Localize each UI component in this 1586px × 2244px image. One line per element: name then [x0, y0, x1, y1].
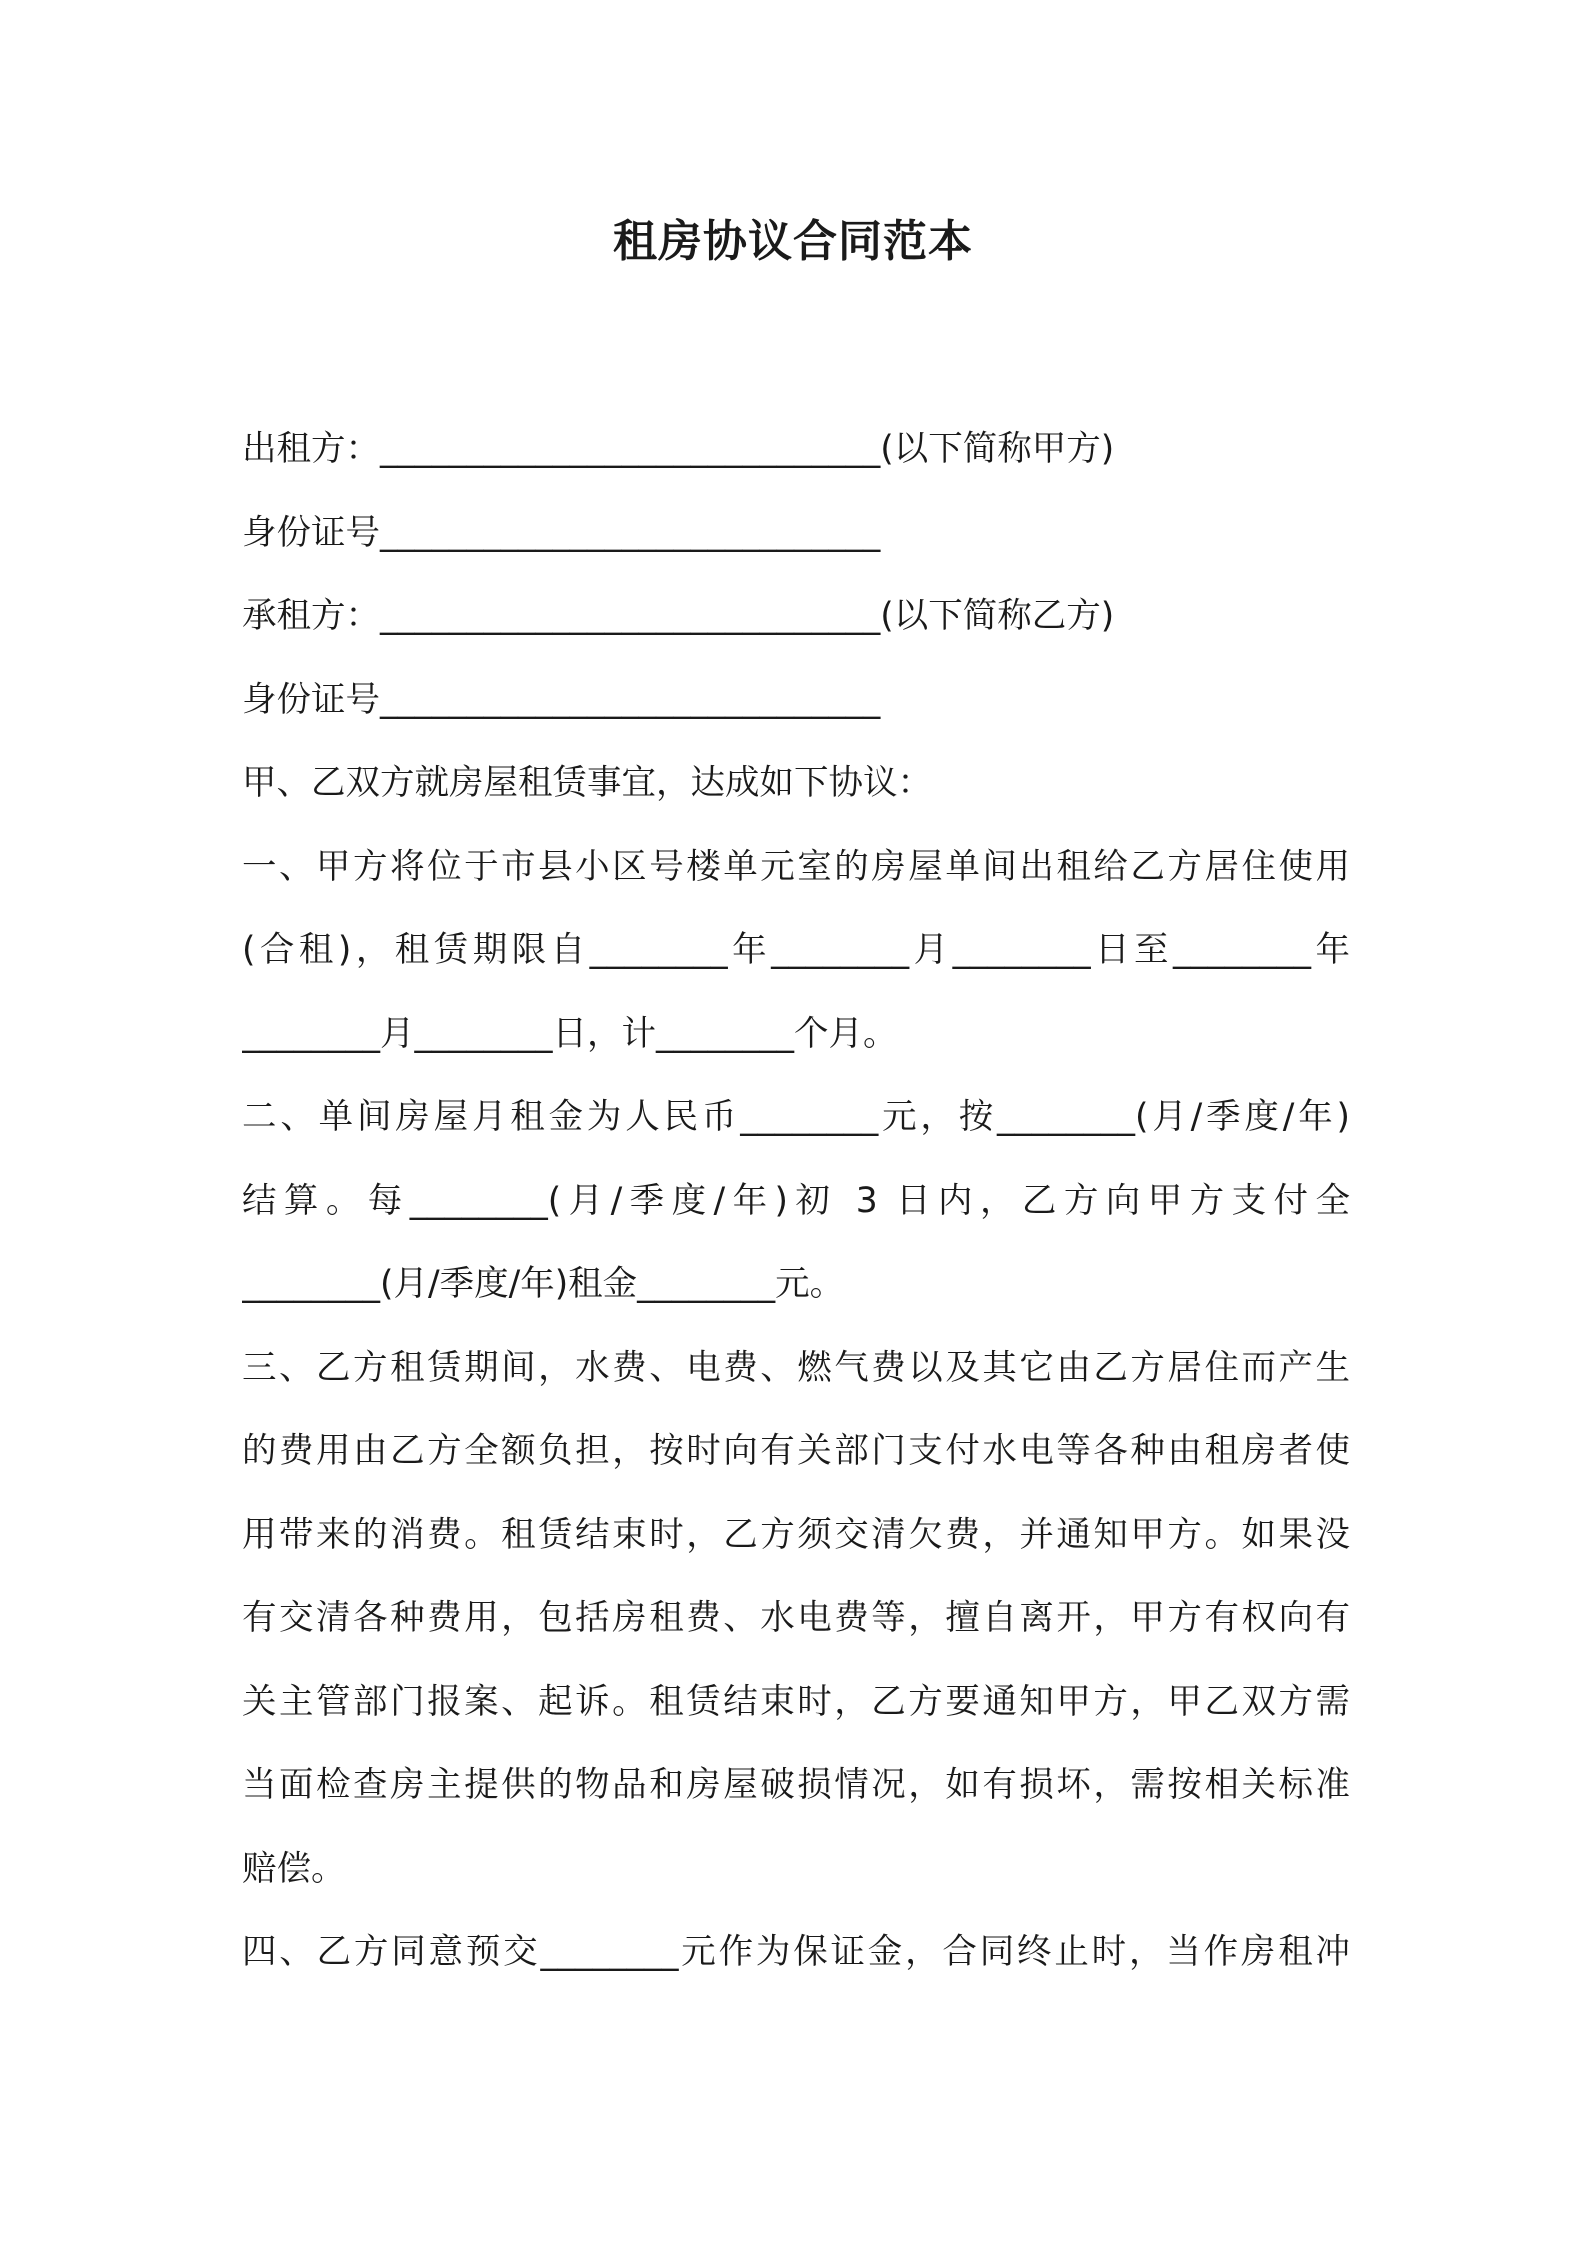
clause-3-line-5: 关主管部门报案、起诉。租赁结束时，乙方要通知甲方，甲乙双方需	[242, 1681, 1350, 1722]
document-title: 租房协议合同范本	[613, 216, 973, 267]
clause-1-line-3: ________月________日，计________个月。	[242, 1013, 898, 1054]
clause-1-line-2: (合租)，租赁期限自________年________月________日至________年	[242, 930, 1350, 970]
clause-2-line-1: 二、单间房屋月租金为人民币________元，按________(月/季度/年)	[242, 1097, 1350, 1137]
lessor-line: 出租方：_____________________________(以下简称甲方)	[242, 429, 1115, 469]
clause-3-line-3: 用带来的消费。租赁结束时，乙方须交清欠费，并通知甲方。如果没	[242, 1514, 1350, 1555]
agreement-intro: 甲、乙双方就房屋租赁事宜，达成如下协议：	[242, 763, 932, 803]
lessee-line: 承租方：_____________________________(以下简称乙方)	[242, 596, 1115, 636]
clause-2-line-3: ________(月/季度/年)租金________元。	[242, 1264, 845, 1304]
lessee-id-line: 身份证号_____________________________	[242, 679, 881, 720]
clause-4-line-1: 四、乙方同意预交________元作为保证金，合同终止时，当作房租冲	[242, 1932, 1350, 1972]
clause-3-line-6: 当面检查房主提供的物品和房屋破损情况，如有损坏，需按相关标准	[242, 1765, 1350, 1805]
lessor-id-line: 身份证号_____________________________	[242, 512, 881, 553]
clause-3-line-2: 的费用由乙方全额负担，按时向有关部门支付水电等各种由租房者使	[242, 1431, 1350, 1471]
clause-3-line-4: 有交清各种费用，包括房租费、水电费等，擅自离开，甲方有权向有	[242, 1598, 1350, 1638]
clause-3-line-7: 赔偿。	[242, 1848, 346, 1889]
clause-3-line-1: 三、乙方租赁期间，水费、电费、燃气费以及其它由乙方居住而产生	[242, 1347, 1350, 1388]
document-body	[242, 408, 1350, 1995]
clause-2-line-2: 结算。每________(月/季度/年)初 3 日内，乙方向甲方支付全	[242, 1180, 1350, 1221]
clause-1-line-1: 一、甲方将位于市县小区号楼单元室的房屋单间出租给乙方居住使用	[242, 846, 1350, 887]
